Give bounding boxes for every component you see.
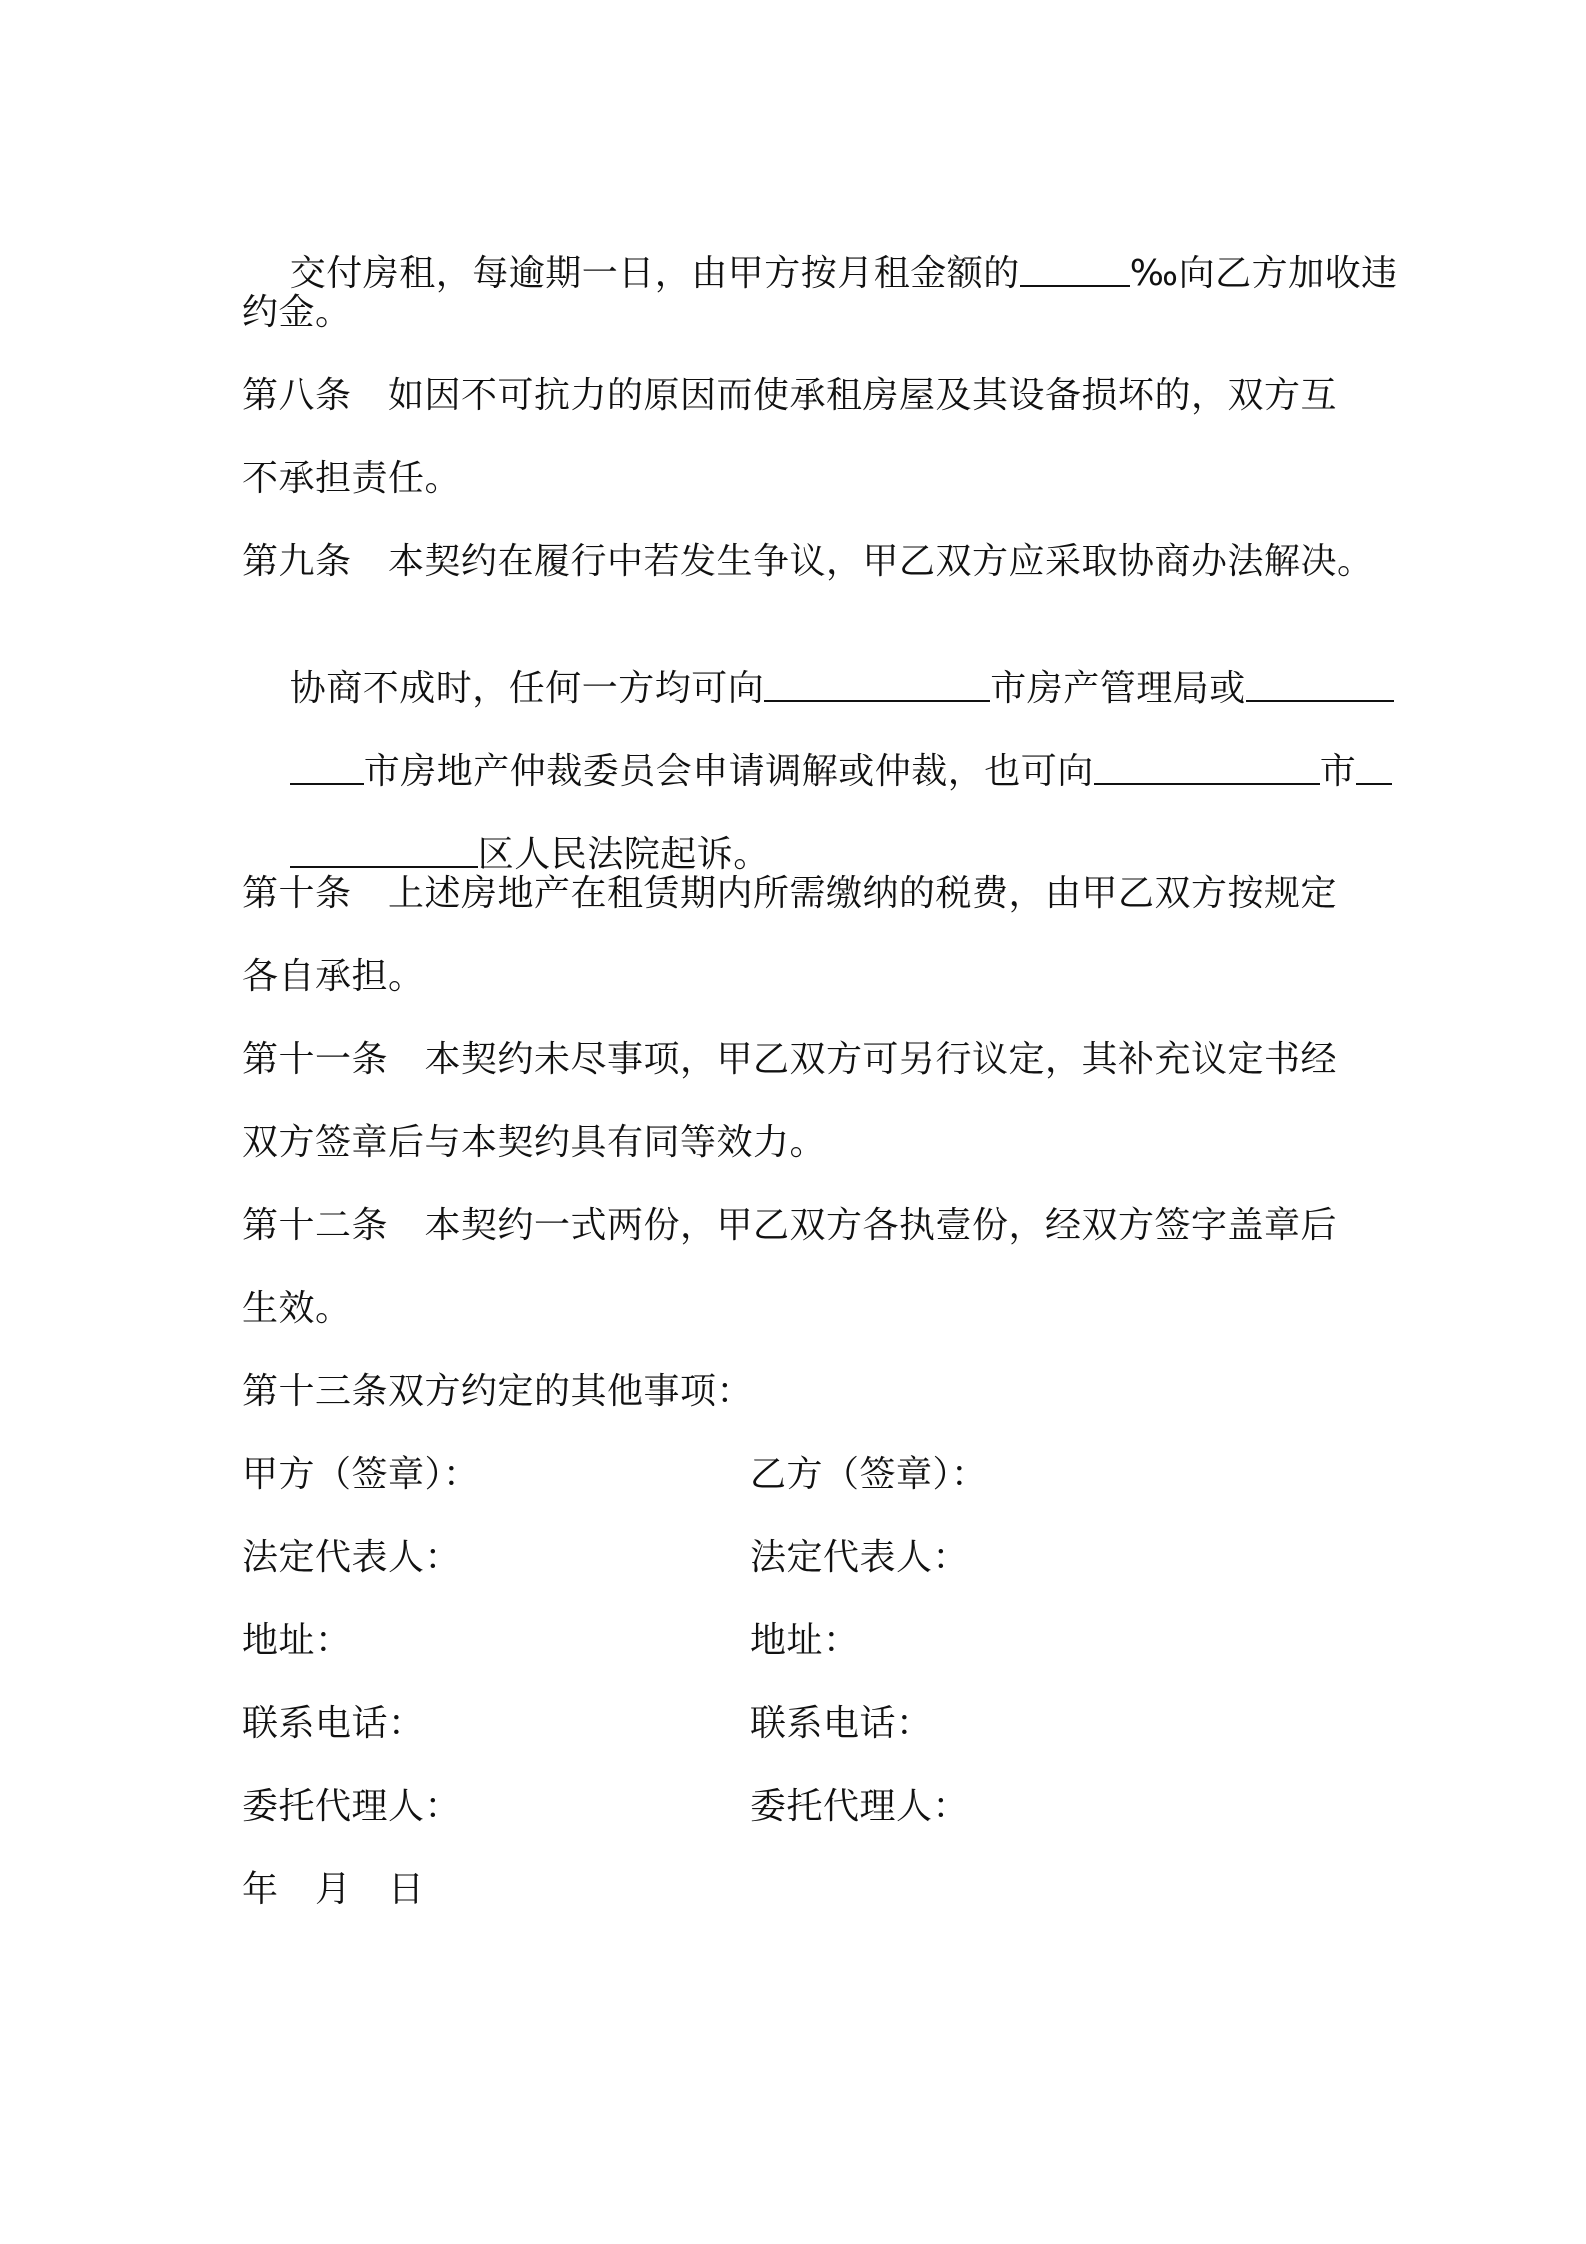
blank-line [1094, 753, 1320, 785]
clause-text: 协商不成时，任何一方均可向 [289, 668, 765, 709]
clause-8: 第八条 如因不可抗力的原因而使承租房屋及其设备损坏的，双方互 [242, 375, 1338, 416]
party-b-address-label: 地址： [750, 1620, 860, 1661]
party-a-address-label: 地址： [242, 1620, 352, 1661]
party-a-seal-label: 甲方（签章）： [242, 1454, 480, 1495]
clause-text-line: 生效。 [242, 1288, 352, 1329]
blank-line [290, 836, 478, 868]
clause-text-line: 约金。 [242, 292, 352, 333]
party-a-legal-rep-label: 法定代表人： [242, 1537, 462, 1578]
clause-12: 第十二条 本契约一式两份，甲乙双方各执壹份，经双方签字盖章后 [242, 1205, 1338, 1246]
party-b-seal-label: 乙方（签章）： [750, 1454, 988, 1495]
clause-11: 第十一条 本契约未尽事项，甲乙双方可另行议定，其补充议定书经 [242, 1039, 1338, 1080]
blank-line [1246, 670, 1394, 702]
blank-line [1020, 255, 1130, 287]
clause-text: 市房地产仲裁委员会申请调解或仲裁，也可向 [363, 751, 1094, 792]
party-b-legal-rep-label: 法定代表人： [750, 1537, 970, 1578]
clause-text-line: 双方签章后与本契约具有同等效力。 [242, 1122, 827, 1163]
clause-text: 交付房租，每逾期一日，由甲方按月租金额的 [289, 253, 1020, 294]
clause-text-line: 各自承担。 [242, 956, 425, 997]
clause-text-line: 不承担责任。 [242, 458, 462, 499]
clause-text: ‰向乙方加收违 [1129, 253, 1398, 294]
party-b-agent-label: 委托代理人： [750, 1786, 970, 1827]
blank-line [1356, 753, 1392, 785]
clause-10: 第十条 上述房地产在租赁期内所需缴纳的税费，由甲乙双方按规定 [242, 873, 1338, 914]
date-line: 年 月 日 [242, 1869, 425, 1910]
clause-7-continuation [242, 208, 1398, 340]
party-b-phone-label: 联系电话： [750, 1703, 933, 1744]
clause-text: 区人民法院起诉。 [477, 834, 770, 875]
clause-9: 第九条 本契约在履行中若发生争议，甲乙双方应采取协商办法解决。 [242, 541, 1374, 582]
clause-text: 市 [1319, 751, 1357, 792]
clause-13: 第十三条双方约定的其他事项： [242, 1371, 754, 1412]
blank-line [764, 670, 990, 702]
clause-text: 市房产管理局或 [990, 668, 1246, 709]
party-a-phone-label: 联系电话： [242, 1703, 425, 1744]
party-a-agent-label: 委托代理人： [242, 1786, 462, 1827]
blank-line [290, 753, 364, 785]
